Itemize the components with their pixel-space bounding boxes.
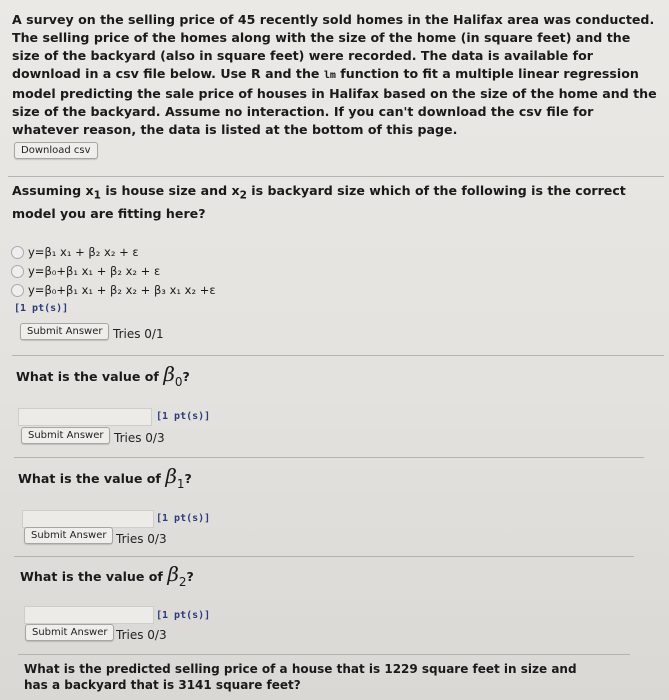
intro-text-2: function to fit a multiple linear regression model predicting the sale price of houses in Halifax based on the size of the home and the size of the backyard. Assume no interaction. If you can't download the csv file for whatever reason, the data is listed at the bottom of this page. — [12, 66, 657, 137]
q4-tries: Tries 0/3 — [116, 628, 167, 642]
beta-symbol: β — [163, 362, 175, 386]
q3-points: [1 pt(s)] — [156, 513, 211, 524]
divider — [18, 654, 630, 655]
q1-points: [1 pt(s)] — [14, 303, 69, 314]
divider — [8, 176, 664, 177]
q5-text: What is the predicted selling price of a house that is 1229 square feet in size and has a backyard that is 3141 square feet? — [24, 662, 577, 692]
intro-text-1: A survey on the selling price of 45 recently sold homes in the Halifax area was conducted. The selling price of the homes along with the size of the home (in square feet) and the size of the backyard (also in square feet) were recorded. The data is available for download in a csv file below. Use R and the — [12, 12, 655, 81]
q1-option-3-label: y=β₀+β₁ x₁ + β₂ x₂ + β₃ x₁ x₂ +ε — [28, 283, 216, 297]
download-csv-button[interactable]: Download csv — [14, 142, 98, 159]
lm-code: lm — [323, 70, 336, 81]
q3-text: What is the value of β1? — [18, 464, 192, 491]
divider — [14, 556, 634, 557]
q1-option-2-label: y=β₀+β₁ x₁ + β₂ x₂ + ε — [28, 264, 161, 278]
q3-answer-input[interactable] — [22, 510, 154, 528]
q3-submit-button[interactable]: Submit Answer — [24, 527, 113, 544]
intro-paragraph — [12, 11, 662, 139]
q1-submit-button[interactable]: Submit Answer — [20, 323, 109, 340]
q1-text: Assuming $x_1$ is house size and $x_2$ is backyard size which of the following is the correct model you are fitting here? — [12, 183, 626, 221]
q4-points: [1 pt(s)] — [156, 610, 211, 621]
q1-option-3-radio[interactable] — [11, 284, 24, 297]
q1-tries: Tries 0/1 — [113, 327, 164, 341]
q2-answer-input[interactable] — [18, 408, 152, 426]
q4-text: What is the value of β2? — [20, 562, 194, 589]
beta-symbol: β — [165, 464, 177, 488]
q1-option-2-radio[interactable] — [11, 265, 24, 278]
q1-option-1-label: y=β₁ x₁ + β₂ x₂ + ε — [28, 245, 139, 259]
q2-points: [1 pt(s)] — [156, 411, 211, 422]
q4-submit-button[interactable]: Submit Answer — [25, 624, 114, 641]
divider — [14, 457, 644, 458]
divider — [12, 355, 664, 356]
q2-tries: Tries 0/3 — [114, 431, 165, 445]
q2-submit-button[interactable]: Submit Answer — [21, 427, 110, 444]
q3-tries: Tries 0/3 — [116, 532, 167, 546]
q1-option-1-radio[interactable] — [11, 246, 24, 259]
q2-text: What is the value of β0? — [16, 362, 190, 389]
q4-answer-input[interactable] — [24, 606, 154, 624]
beta-symbol: β — [167, 562, 179, 586]
